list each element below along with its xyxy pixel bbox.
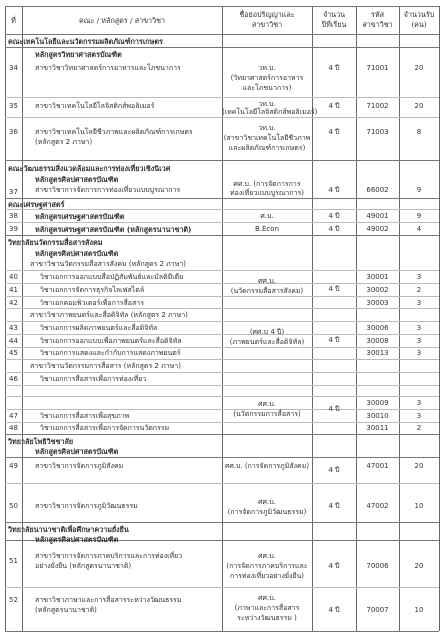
major-name: วิชาเอกการออกแบบเพื่อภาพยนตร์และสื่อดิจิทัล [40,337,182,345]
program-name: สาขาวิชาเทคโนโลยีชีวภาพและผลิตภัณฑ์การเกษตร [35,128,193,136]
program-code: 30010 [366,412,389,420]
row-divider [5,209,439,210]
row-divider [5,308,439,309]
major-name: วิชาเอกการสื่อสารเพื่อการจัดการนวัตกรรม [40,424,170,432]
header-seats: (คน) [411,20,427,29]
section-title: คณะวัฒนธรรมสิ่งแวดล้อมและการท่องเที่ยวเชิงนิเวศ [8,164,171,173]
seat-count: 2 [416,424,422,432]
program-code: 30013 [366,349,389,357]
program-name: สาขาวิชาการจัดการภูมิสังคม [35,462,124,470]
degree-name: และโภชนาการ) [242,84,292,92]
program-code: 70006 [366,562,389,570]
row-divider [5,6,439,7]
program-code: 71001 [366,64,389,72]
major-name: วิชาเอกคอมพิวเตอร์เพื่อการสื่อสาร [40,299,144,307]
study-years: 4 ปี [328,466,340,474]
seat-count: 3 [416,299,422,307]
row-divider [5,347,439,348]
seat-count: 20 [414,102,424,110]
seat-count: 3 [416,324,422,332]
major-name: วิชาเอกการจัดการธุรกิจไลเฟสไตล์ [40,286,145,294]
degree-name: (นวัตกรรมการสื่อสาร) [233,410,301,418]
section-title: วิทยาลัยโพธิวิชชาลัย [8,437,74,446]
program-title: หลักสูตรวิทยาศาสตรบัณฑิต [35,50,122,59]
degree-name: B.Econ [254,225,280,233]
program-name: สาขาวิชาเทคโนโลยีโลจิสติกส์พอลิเมอร์ [35,102,155,110]
row-no: 39 [9,225,18,233]
group-title: สาขาวิชาภาพยนตร์และสื่อดิจิทัล (หลักสูตร 2 ภาษา) [30,311,188,319]
study-years: 4 ปี [328,285,340,293]
row-divider [5,198,439,199]
program-code: 71003 [366,128,389,136]
program-name: สาขาวิชาการจัดการการท่องเที่ยวแบบบูรณาการ [35,186,181,194]
row-divider [5,385,439,386]
program-name: หลักสูตรเศรษฐศาสตรบัณฑิต (หลักสูตรนานาชาติ) [35,225,192,234]
seat-count: 20 [414,562,424,570]
row-no: 48 [9,424,18,432]
header-code: สาขาวิชา [362,20,393,29]
row-divider [5,372,439,373]
seat-count: 20 [414,64,424,72]
study-years: 4 ปี [328,225,340,233]
row-divider [5,34,439,35]
program-title: หลักสูตรศิลปศาสตรบัณฑิต [35,175,119,184]
row-divider [5,47,439,48]
row-divider [5,483,439,484]
row-no: 37 [9,188,18,196]
row-divider [5,270,439,271]
row-no: 47 [9,412,18,420]
program-name: อย่างยั่งยืน (หลักสูตรนานาชาติ) [35,562,132,570]
column-divider [399,6,400,631]
header-seats: จำนวนรับ [403,10,435,19]
program-code: 30001 [366,273,389,281]
seat-count: 9 [416,186,422,194]
degree-name: ศศ.บ. (การจัดการการ [233,180,301,188]
study-years: 4 ปี [328,562,340,570]
row-no: 49 [9,462,18,470]
program-name: สาขาวิชาการจัดการภูมิวัฒนธรรม [35,502,138,510]
program-code: 30003 [366,299,389,307]
row-no: 40 [9,273,18,281]
program-name: หลักสูตรเศรษฐศาสตรบัณฑิต [35,212,125,221]
program-code: 47002 [366,502,389,510]
study-years: 4 ปี [328,606,340,614]
degree-name: (เทคโนโลยีโลจิสติกส์พอลิเมอร์) [222,108,318,116]
degree-name: ท่องเที่ยวแบบบูรณาการ) [230,189,304,197]
degree-name: ศศ.บ. (การจัดการภูมิสังคม) [224,462,310,470]
section-title: คณะเศรษฐศาสตร์ [8,200,65,209]
header-duration: ปีที่เรียน [321,20,347,29]
group-title: สาขาวิชานวัตกรรมสื่อสารสังคม (หลักสูตร 2 ภาษา) [30,260,186,268]
program-name: (หลักสูตรนานาชาติ) [35,606,97,614]
program-name: (หลักสูตร 2 ภาษา) [35,138,93,146]
row-divider [5,222,439,223]
header-code: รหัส [371,10,384,19]
row-divider [5,160,439,161]
program-code: 30008 [366,337,389,345]
seat-count: 3 [416,349,422,357]
program-code: 30002 [366,286,389,294]
row-no: 45 [9,349,18,357]
seat-count: 8 [416,128,422,136]
header-degree: สาขาวิชา [251,20,283,29]
row-divider [5,587,439,588]
major-name: วิชาเอกการสื่อสารเพื่อการท่องเที่ยว [40,375,147,383]
section-title: วิทยาลัยนวัตกรรมสื่อสารสังคม [8,238,103,247]
column-divider [356,6,357,631]
row-no: 36 [9,128,18,136]
row-no: 51 [9,557,18,565]
row-no: 42 [9,299,18,307]
header-degree: ชื่อย่อปริญญาและ [239,10,295,19]
row-no: 44 [9,337,18,345]
seat-count: 9 [416,212,422,220]
seat-count: 4 [416,225,422,233]
row-divider [5,296,439,297]
column-divider [22,6,23,631]
table-border-left [5,6,6,631]
major-name: วิชาเอกการแสดงและกำกับการแสดงภาพยนตร์ [40,349,181,357]
study-years: 4 ปี [328,405,340,413]
header-faculty: คณะ / หลักสูตร / สาขาวิชา [78,16,166,25]
row-divider [5,396,439,397]
degree-name: ศศ.บ. [258,552,276,560]
program-code: 49001 [366,212,389,220]
table-border-right [439,6,440,631]
program-name: สาขาวิชาภาษาและการสื่อสารระหว่างวัฒนธรรม [35,596,182,604]
row-no: 52 [9,596,18,604]
program-code: 66002 [366,186,389,194]
degree-name: (ศศ.บ 4 ปี) [249,328,285,336]
degree-name: วท.บ. [258,124,276,132]
program-code: 47001 [366,462,389,470]
major-name: วิชาเอกการผลิตภาพยนตร์และสื่อดิจิทัล [40,324,158,332]
degree-name: (นวัตกรรมสื่อสารสังคม) [230,287,304,295]
seat-count: 3 [416,412,422,420]
study-years: 4 ปี [328,102,340,110]
row-divider [5,631,439,632]
row-no: 41 [9,286,18,294]
column-divider [312,6,313,631]
degree-name: (สาขาวิชาเทคโนโลยีชีวภาพ [223,134,311,142]
degree-name: ศศ.บ. [258,400,276,408]
degree-name: และผลิตภัณฑ์การเกษตร) [228,144,306,152]
seat-count: 10 [414,606,424,614]
study-years: 4 ปี [328,502,340,510]
major-name: วิชาเอกการสื่อสารเพื่อสุขภาพ [40,412,130,420]
program-title: หลักสูตรศิลปศาสตรบัณฑิต [35,535,119,544]
degree-name: (ภาษาและการสื่อสาร [234,604,300,612]
seat-count: 2 [416,286,422,294]
degree-name: (การจัดการภาคบริการและ [226,562,308,570]
row-divider [5,97,439,98]
program-name: สาขาวิชาการจัดการภาคบริการและการท่องเที่ยว [35,552,183,560]
row-no: 46 [9,375,18,383]
degree-name: การท่องเที่ยวอย่างยั่งยืน) [230,572,304,580]
study-years: 4 ปี [328,186,340,194]
study-years: 4 ปี [328,64,340,72]
row-divider [5,522,439,523]
degree-name: (การจัดการภูมิวัฒนธรรม) [227,508,307,516]
degree-name: (ภาพยนตร์และสื่อดิจิทัล) [229,338,305,346]
row-divider [5,457,439,458]
program-code: 70007 [366,606,389,614]
seat-count: 3 [416,337,422,345]
major-name: วิชาเอกการออกแบบสื่อปฏิสัมพันธ์และมัลติมีเดีย [40,273,184,281]
degree-name: ศศ.บ. [258,498,276,506]
header-no: ที่ [11,16,16,25]
program-name: สาขาวิชาวิทยาศาสตร์การอาหารและโภชนาการ [35,64,181,72]
program-title: หลักสูตรศิลปศาสตรบัณฑิต [35,249,119,258]
header-duration: จำนวน [322,10,346,19]
degree-name: ศศ.บ. [258,277,276,285]
row-divider [5,359,439,360]
row-divider [5,434,439,435]
study-years: 4 ปี [328,128,340,136]
program-code: 71002 [366,102,389,110]
program-code: 30011 [366,424,389,432]
study-years: 4 ปี [328,212,340,220]
group-title: สาขาวิชานวัตกรรมการสื่อสาร (หลักสูตร 2 ภาษา) [30,362,181,370]
program-title: หลักสูตรศิลปศาสตรบัณฑิต [35,447,119,456]
degree-name: ระหว่างวัฒนธรรม ) [237,614,297,622]
seat-count: 3 [416,399,422,407]
program-code: 49002 [366,225,389,233]
row-no: 35 [9,102,18,110]
degree-name: (วิทยาศาสตร์การอาหาร [230,74,304,82]
row-divider [5,422,439,423]
degree-name: ศศ.บ. [258,594,276,602]
section-title: วิทยาลัยนานาชาติเพื่อศึกษาความยั่งยืน [8,525,129,534]
row-divider [5,321,439,322]
program-code: 30009 [366,399,389,407]
program-code: 30006 [366,324,389,332]
seat-count: 3 [416,273,422,281]
seat-count: 10 [414,502,424,510]
degree-name: ศ.บ. [260,212,274,220]
row-no: 34 [9,64,18,72]
study-years: 4 ปี [328,336,340,344]
degree-name: วท.บ. [258,64,276,72]
row-no: 50 [9,502,18,510]
row-no: 43 [9,324,18,332]
seat-count: 20 [414,462,424,470]
section-title: คณะเทคโนโลยีและนวัตกรรมผลิตภัณฑ์การเกษตร [8,37,163,46]
row-divider [5,235,439,236]
row-no: 38 [9,212,18,220]
degree-name: วท.บ. [258,100,276,108]
row-divider [5,117,439,118]
